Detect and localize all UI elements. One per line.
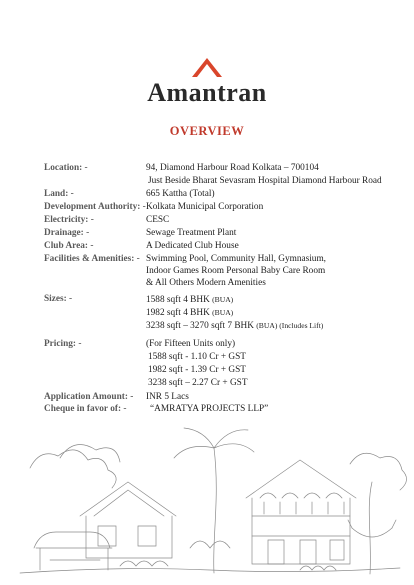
club-label: Club Area: - [44, 241, 94, 251]
pricing-line-3: 1982 sqft - 1.39 Cr + GST [148, 365, 246, 375]
size-line-1 [146, 294, 233, 306]
sizes-label: Sizes: - [44, 294, 73, 304]
size-1-text: 1588 sqft 4 BHK [146, 295, 210, 305]
size-line-3 [146, 320, 323, 332]
size-1-note: (BUA) [212, 295, 234, 304]
size-2-note: (BUA) [212, 308, 234, 317]
pricing-line-2: 1588 sqft - 1.10 Cr + GST [148, 352, 246, 362]
location-line-1: 94, Diamond Harbour Road Kolkata – 700104 [146, 163, 319, 173]
size-3-text: 3238 sqft – 3270 sqft 7 BHK [146, 321, 254, 331]
amantran-logo-icon [0, 56, 414, 78]
pricing-line-4: 3238 sqft – 2.27 Cr + GST [148, 378, 248, 388]
location-label: Location: - [44, 163, 88, 173]
pricing-label: Pricing: - [44, 339, 82, 349]
facilities-line-2: Indoor Games Room Personal Baby Care Room [146, 266, 326, 276]
club-value: A Dedicated Club House [146, 241, 239, 251]
house-sketch-illustration [0, 398, 414, 585]
drainage-label: Drainage: - [44, 228, 90, 238]
location-line-2: Just Beside Bharat Sevasram Hospital Diamond Harbour Road [148, 176, 382, 186]
drainage-value: Sewage Treatment Plant [146, 228, 237, 238]
authority-label: Development Authority: - [44, 202, 146, 212]
application-label: Application Amount: - [44, 392, 134, 402]
land-label: Land: - [44, 189, 74, 199]
cheque-value: “AMRATYA PROJECTS LLP” [150, 404, 269, 414]
facilities-line-1: Swimming Pool, Community Hall, Gymnasium, [146, 254, 327, 264]
page-title: OVERVIEW [169, 124, 245, 138]
application-value: INR 5 Lacs [146, 392, 189, 402]
size-2-text: 1982 sqft 4 BHK [146, 308, 210, 318]
cheque-label: Cheque in favor of: - [44, 404, 127, 414]
electricity-value: CESC [146, 215, 170, 225]
land-value: 665 Kattha (Total) [146, 189, 215, 199]
facilities-line-3: & All Others Modern Amenities [146, 278, 266, 288]
authority-value: Kolkata Municipal Corporation [146, 202, 264, 212]
pricing-line-1: (For Fifteen Units only) [146, 339, 236, 349]
size-line-2 [146, 307, 233, 319]
size-3-note: (BUA) (Includes Lift) [256, 321, 324, 330]
facilities-label: Facilities & Amenities: - [44, 254, 140, 264]
electricity-label: Electricity: - [44, 215, 94, 225]
brand-name: Amantran [147, 78, 267, 107]
